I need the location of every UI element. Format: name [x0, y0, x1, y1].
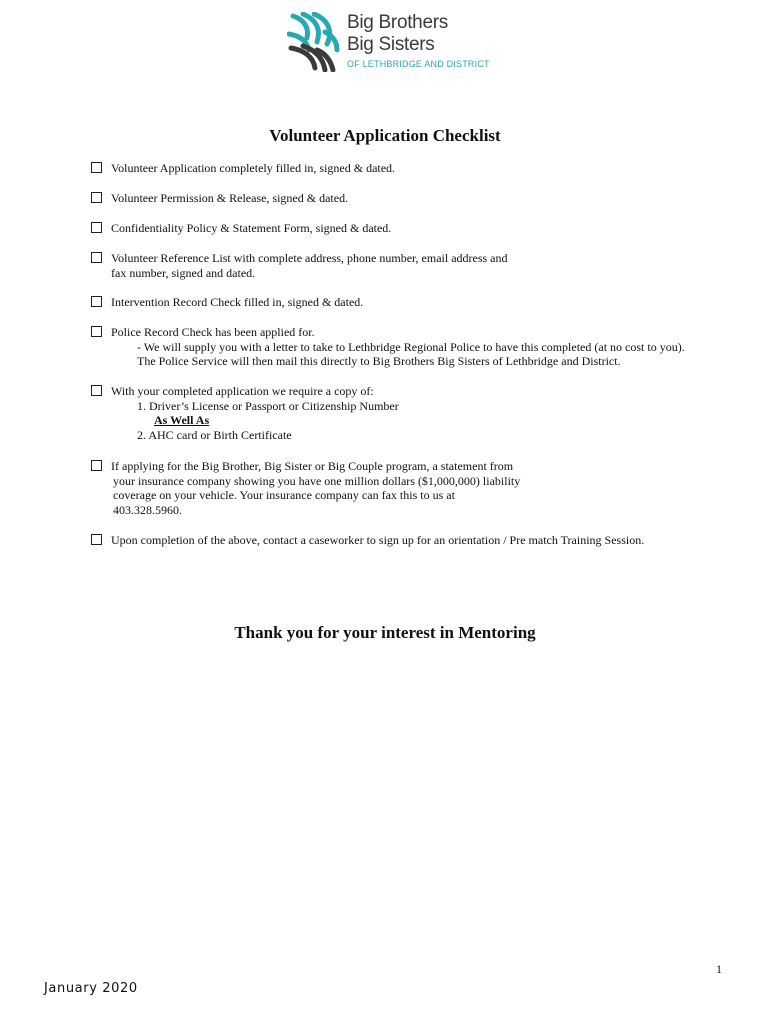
- bbbs-logo-icon: [287, 12, 343, 72]
- checkbox-icon[interactable]: [91, 385, 102, 396]
- checklist-item-text: [111, 459, 520, 517]
- footer-date: January 2020: [44, 981, 138, 996]
- item-line: 403.328.5960.: [113, 502, 182, 517]
- checklist-item-text: [111, 295, 363, 310]
- item-line: If applying for the Big Brother, Big Sister or Big Couple program, a statement from: [111, 459, 514, 473]
- item-line: Police Record Check has been applied for.: [111, 325, 315, 339]
- as-well-as-label: As Well As: [154, 413, 210, 428]
- checkbox-icon[interactable]: [91, 534, 102, 545]
- item-line: Intervention Record Check filled in, signed & dated.: [111, 295, 364, 309]
- checklist-item-text: [111, 251, 508, 280]
- page-title: Volunteer Application Checklist: [269, 126, 501, 145]
- checkbox-icon[interactable]: [91, 162, 102, 173]
- item-line: With your completed application we require a copy of:: [111, 384, 374, 398]
- numbered-item: 1. Driver’s License or Passport or Citizenship Number: [137, 398, 399, 413]
- item-line: Confidentiality Policy & Statement Form, signed & dated.: [111, 221, 392, 235]
- thank-you-heading: Thank you for your interest in Mentoring: [234, 623, 536, 642]
- logo-tagline: OF LETHBRIDGE AND DISTRICT: [347, 59, 490, 69]
- checkbox-icon[interactable]: [91, 460, 102, 471]
- checklist-item-text: [111, 161, 395, 176]
- item-line: Upon completion of the above, contact a caseworker to sign up for an orientation / Pre match Training Session.: [111, 533, 645, 547]
- checklist-item-text: [111, 221, 391, 236]
- logo-text-line2: Big Sisters: [347, 34, 435, 55]
- checklist-item-text: [111, 533, 644, 548]
- checklist-item-text: [111, 325, 685, 369]
- checklist-item-text: [111, 384, 399, 442]
- logo-text-line1: Big Brothers: [347, 12, 448, 33]
- checkbox-icon[interactable]: [91, 222, 102, 233]
- checkbox-icon[interactable]: [91, 296, 102, 307]
- item-line: Volunteer Permission & Release, signed & dated.: [111, 191, 349, 205]
- checkbox-icon[interactable]: [91, 326, 102, 337]
- item-line: Volunteer Reference List with complete address, phone number, email address and: [111, 251, 508, 265]
- item-line: fax number, signed and dated.: [111, 265, 256, 280]
- item-line: your insurance company showing you have one million dollars ($1,000,000) liability: [113, 473, 521, 488]
- item-line: - We will supply you with a letter to take to Lethbridge Regional Police to have this completed (at no cost to you).: [137, 339, 685, 354]
- item-line: Volunteer Application completely filled in, signed & dated.: [111, 161, 396, 175]
- checkbox-icon[interactable]: [91, 252, 102, 263]
- checklist-item-text: [111, 191, 348, 206]
- numbered-item: 2. AHC card or Birth Certificate: [137, 427, 292, 442]
- checkbox-icon[interactable]: [91, 192, 102, 203]
- item-line: coverage on your vehicle. Your insurance company can fax this to us at: [113, 488, 455, 503]
- item-line: The Police Service will then mail this directly to Big Brothers Big Sisters of Lethbridge and District.: [137, 354, 621, 369]
- organization-logo: [287, 12, 490, 74]
- page-number: 1: [716, 962, 722, 976]
